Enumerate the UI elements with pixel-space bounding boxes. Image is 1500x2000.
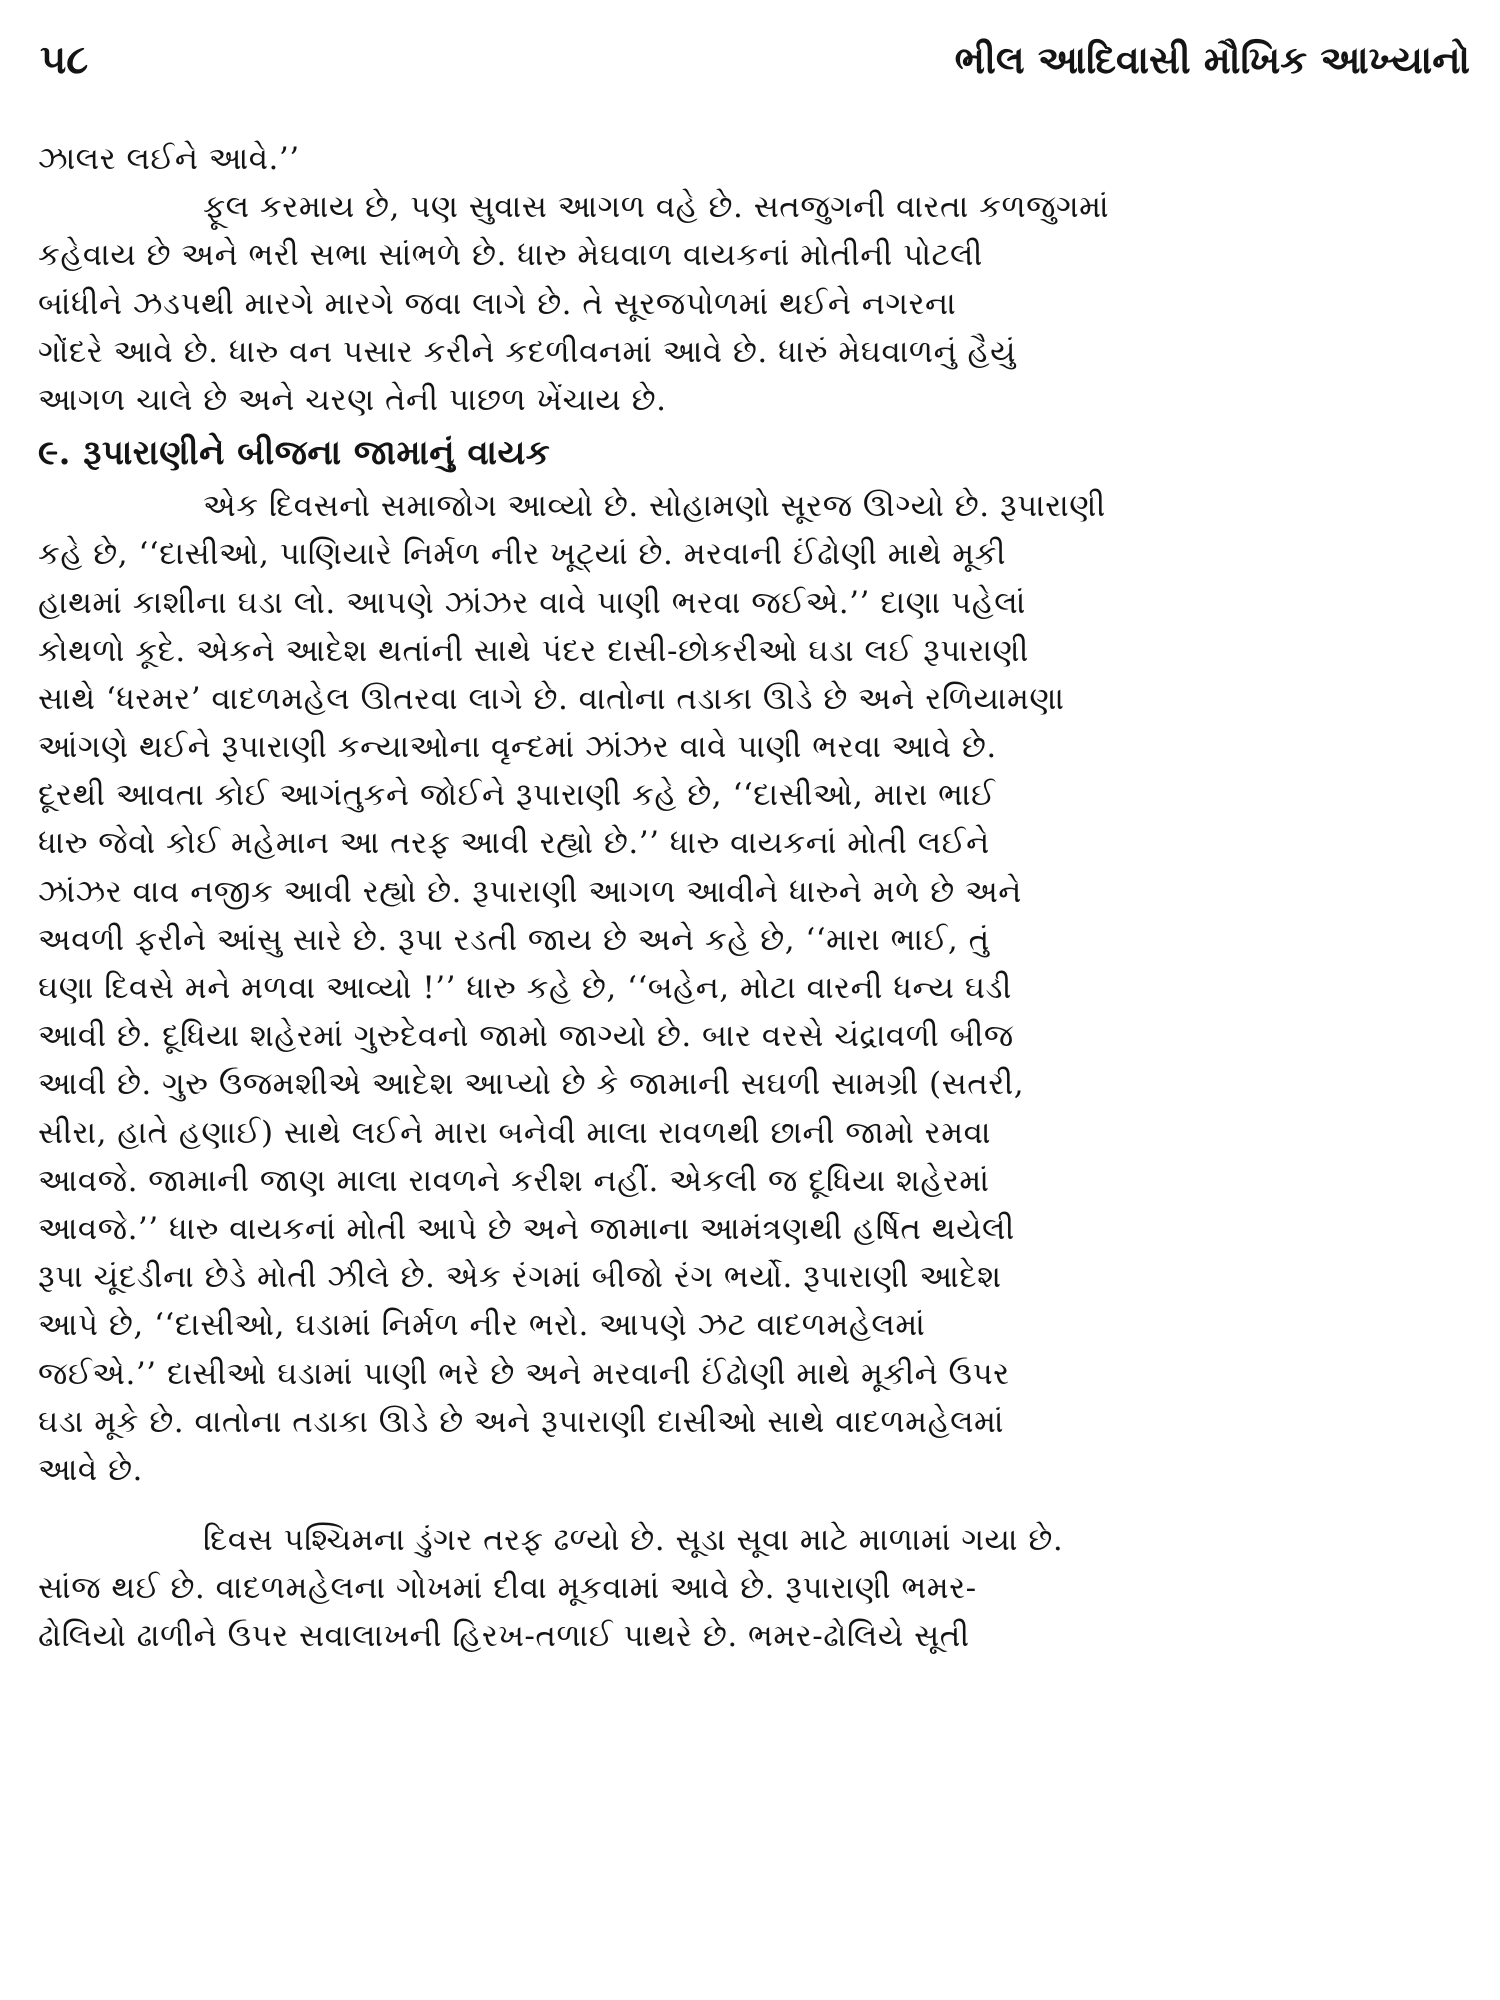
text-line: હાથમાં કાશીના ઘડા લો. આપણે ઝાંઝર વાવે પાણી ભરવા જઈએ.’’ દાણા પહેલાં (38, 584, 1026, 621)
text-line: ગોંદરે આવે છે. ધારુ વન પસાર કરીને કદળીવનમાં આવે છે. ધારું મેઘવાળનું હૈયું (38, 333, 1016, 370)
text-line: આવી છે. દૂધિયા શહેરમાં ગુરુદેવનો જામો જાગ્યો છે. બાર વરસે ચંદ્રાવળી બીજ (38, 1018, 1014, 1055)
paragraph-3 (38, 482, 1468, 1494)
text-line: ફૂલ કરમાય છે, પણ સુવાસ આગળ વહે છે. સતજુગની વારતા કળજુગમાં (203, 189, 1110, 226)
section-heading: ૯. રૂપારાણીને બીજના જામાનું વાયક (38, 433, 551, 474)
paragraph-gap (38, 1494, 1468, 1516)
text-line: કહે છે, ‘‘દાસીઓ, પાણિયારે નિર્મળ નીર ખૂટ્યાં છે. મરવાની ઈંઢોણી માથે મૂકી (38, 536, 1006, 573)
text-line: દૂરથી આવતા કોઈ આગંતુકને જોઈને રૂપારાણી કહે છે, ‘‘દાસીઓ, મારા ભાઈ (38, 777, 996, 814)
text-line: એક દિવસનો સમાજોગ આવ્યો છે. સોહામણો સૂરજ ઊગ્યો છે. રૂપારાણી (203, 488, 1106, 525)
text-line: આંગણે થઈને રૂપારાણી કન્યાઓના વૃન્દમાં ઝાંઝર વાવે પાણી ભરવા આવે છે. (38, 729, 997, 766)
paragraph-4 (38, 1516, 1468, 1661)
text-line: આવે છે. (38, 1451, 143, 1488)
text-line: આગળ ચાલે છે અને ચરણ તેની પાછળ ખેંચાય છે. (38, 381, 667, 418)
text-line: બાંધીને ઝડપથી મારગે મારગે જવા લાગે છે. તે સૂરજપોળમાં થઈને નગરના (38, 285, 957, 322)
text-line: સાથે ‘ધરમર’ વાદળમહેલ ઊતરવા લાગે છે. વાતોના તડાકા ઊડે છે અને રળિયામણા (38, 680, 1065, 717)
text-line: ઝાલર લઈને આવે.’’ (38, 141, 300, 177)
text-line: આવજે.’’ ધારુ વાયકનાં મોતી આપે છે અને જામાના આમંત્રણથી હર્ષિત થયેલી (38, 1210, 1015, 1247)
text-line: ઢોલિયો ઢાળીને ઉપર સવાલાખની હિરખ-તળાઈ પાથરે છે. ભમર-ઢોલિયે સૂતી (38, 1618, 970, 1655)
page-header (40, 30, 1470, 90)
text-line: સાંજ થઈ છે. વાદળમહેલના ગોખમાં દીવા મૂકવામાં આવે છે. રૂપારાણી ભમર- (38, 1570, 977, 1607)
text-line: આપે છે, ‘‘દાસીઓ, ઘડામાં નિર્મળ નીર ભરો. આપણે ઝટ વાદળમહેલમાં (38, 1307, 926, 1344)
text-line: જઈએ.’’ દાસીઓ ઘડામાં પાણી ભરે છે અને મરવાની ઈંઢોણી માથે મૂકીને ઉપર (38, 1355, 1010, 1392)
text-line: આવજે. જામાની જાણ માલા રાવળને કરીશ નહીં. એકલી જ દૂધિયા શહેરમાં (38, 1162, 990, 1199)
text-line: ઝાંઝર વાવ નજીક આવી રહ્યો છે. રૂપારાણી આગળ આવીને ધારુને મળે છે અને (38, 873, 1022, 910)
text-line: દિવસ પશ્ચિમના ડુંગર તરફ ઢળ્યો છે. સૂડા સૂવા માટે માળામાં ગયા છે. (203, 1522, 1064, 1559)
text-line: કહેવાય છે અને ભરી સભા સાંભળે છે. ધારુ મેઘવાળ વાયકનાં મોતીની પોટલી (38, 237, 983, 274)
text-line: કોથળો કૂદે. એકને આદેશ થતાંની સાથે પંદર દાસી-છોકરીઓ ઘડા લઈ રૂપારાણી (38, 632, 1029, 669)
text-line: ઘડા મૂકે છે. વાતોના તડાકા ઊડે છે અને રૂપારાણી દાસીઓ સાથે વાદળમહેલમાં (38, 1403, 1005, 1440)
running-title: ભીલ આદિવાસી મૌખિક આખ્યાનો (954, 37, 1470, 82)
text-line: ઘણા દિવસે મને મળવા આવ્યો !’’ ધારુ કહે છે, ‘‘બહેન, મોટા વારની ધન્ય ઘડી (38, 970, 1012, 1006)
text-line: રૂપા ચૂંદડીના છેડે મોતી ઝીલે છે. એક રંગમાં બીજો રંગ ભર્યો. રૂપારાણી આદેશ (38, 1259, 1002, 1296)
text-line: સીરા, હાતે હણાઈ) સાથે લઈને મારા બનેવી માલા રાવળથી છાની જામો રમવા (38, 1114, 992, 1151)
paragraph-2 (38, 183, 1468, 424)
text-line: અવળી ફરીને આંસુ સારે છે. રૂપા રડતી જાય છે અને કહે છે, ‘‘મારા ભાઈ, તું (38, 921, 990, 958)
text-line: આવી છે. ગુરુ ઉજમશીએ આદેશ આપ્યો છે કે જામાની સઘળી સામગ્રી (સતરી, (38, 1066, 1025, 1103)
page-number: ૫૮ (40, 36, 89, 83)
paragraph-1 (38, 135, 1468, 183)
body-text (38, 135, 1468, 1661)
text-line: ધારુ જેવો કોઈ મહેમાન આ તરફ આવી રહ્યો છે.’’ ધારુ વાયકનાં મોતી લઈને (38, 825, 990, 862)
